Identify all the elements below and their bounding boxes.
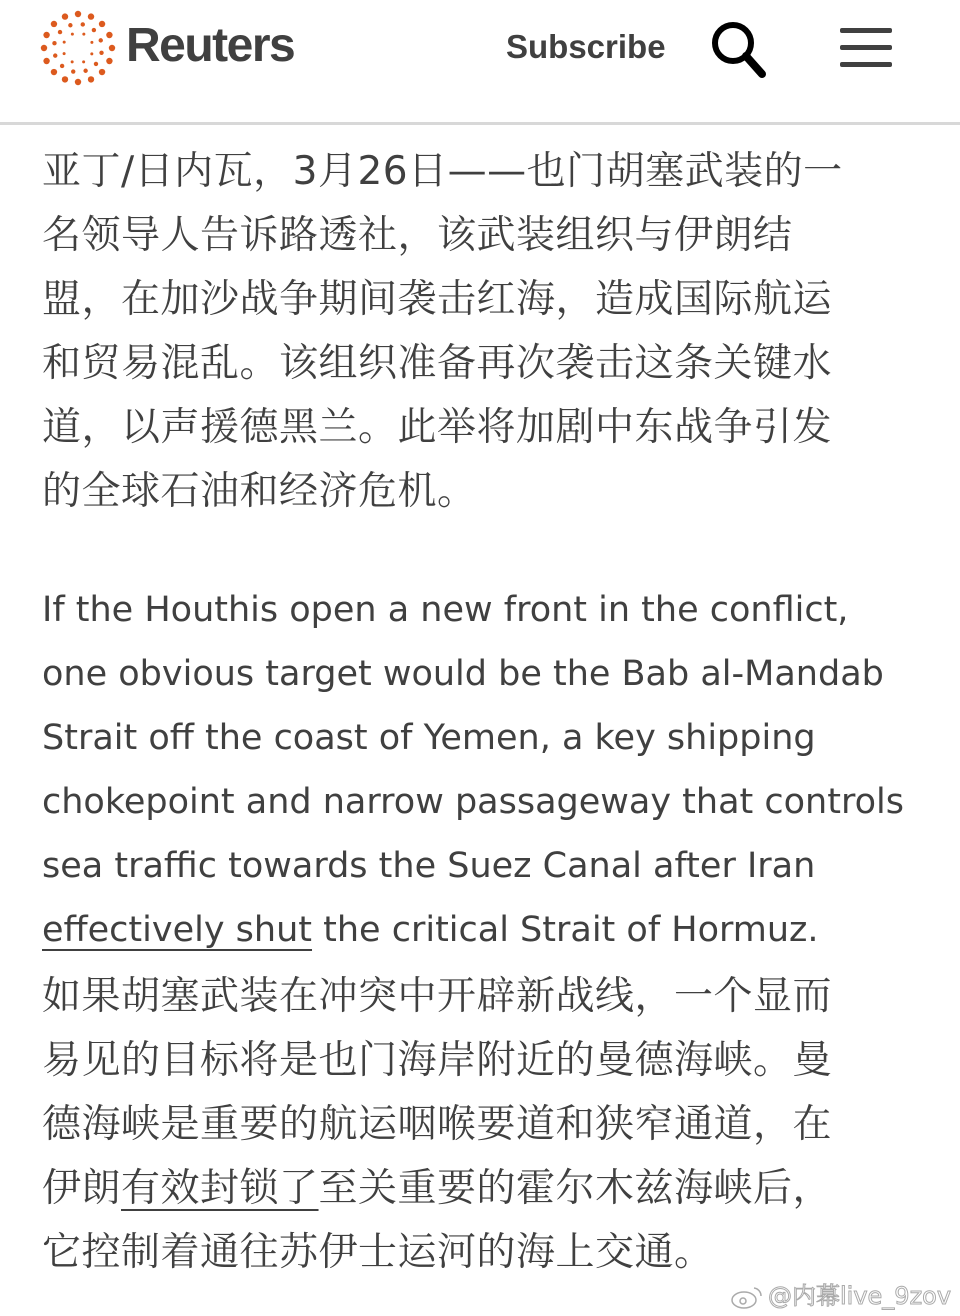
weibo-watermark <box>730 1276 951 1311</box>
reuters-logo-icon[interactable] <box>40 10 116 86</box>
logo-dot <box>90 52 93 55</box>
logo-dot <box>82 33 85 36</box>
logo-dot <box>99 21 105 27</box>
text-line: 的全球石油和经济危机。 <box>42 469 477 514</box>
logo-dot <box>71 69 75 73</box>
logo-dot <box>51 69 57 75</box>
text-line: chokepoint and narrow passageway that controls <box>42 782 904 822</box>
text-line: 德海峡是重要的航运咽喉要道和狭窄通道，在 <box>42 1102 833 1147</box>
text-line <box>42 1157 832 1221</box>
logo-dot <box>58 30 62 34</box>
text-line: 易见的目标将是也门海岸附近的曼德海峡。曼 <box>42 1038 833 1083</box>
logo-dot <box>99 38 103 42</box>
text-line <box>42 898 904 962</box>
watermark-text: @内幕live_9zov <box>768 1282 952 1310</box>
logo-dot <box>71 33 74 36</box>
text-segment: the critical Strait of Hormuz. <box>312 910 819 950</box>
weibo-icon <box>730 1284 764 1310</box>
text-line: 如果胡塞武装在冲突中开辟新战线，一个显而 <box>42 974 833 1019</box>
text-line: 道，以声援德黑兰。此举将加剧中东战争引发 <box>42 405 833 450</box>
brand-name[interactable]: Reuters <box>126 19 295 72</box>
text-line: 和贸易混乱。该组织准备再次袭击这条关键水 <box>42 341 833 386</box>
logo-dot <box>88 13 94 19</box>
logo-dot <box>62 13 68 19</box>
text-line: sea traffic towards the Suez Canal after Iran <box>42 846 816 886</box>
text-line: 盟，在加沙战争期间袭击红海，造成国际航运 <box>42 277 833 322</box>
paragraph-english <box>42 578 904 962</box>
logo-dot <box>62 76 68 82</box>
effectively-shut-link[interactable]: effectively shut <box>42 910 313 950</box>
logo-dot <box>41 45 47 51</box>
paragraph-chinese-translation <box>42 965 832 1285</box>
text-line: If the Houthis open a new front in the conflict, <box>42 590 849 630</box>
logo-dot <box>75 79 81 85</box>
logo-dot <box>106 32 112 38</box>
logo-dot <box>51 21 57 27</box>
logo-dot <box>109 45 115 51</box>
subscribe-button[interactable]: Subscribe <box>506 28 666 65</box>
logo-dot <box>53 53 57 57</box>
logo-dot <box>94 62 98 66</box>
search-icon[interactable] <box>708 18 770 80</box>
logo-dot <box>82 60 85 63</box>
logo-dot <box>43 58 49 64</box>
paragraph-chinese-lead <box>42 140 843 524</box>
effectively-shut-link-zh[interactable]: 有效封锁了 <box>121 1166 319 1211</box>
logo-dot <box>83 69 87 73</box>
menu-icon[interactable] <box>840 28 894 68</box>
site-header <box>0 0 960 125</box>
logo-dot <box>88 76 94 82</box>
logo-dot <box>106 58 112 64</box>
text-segment: 至关重要的霍尔木兹海峡后， <box>318 1166 833 1211</box>
logo-dot <box>99 51 103 55</box>
text-line: 它控制着通往苏伊士运河的海上交通。 <box>42 1230 714 1275</box>
text-segment: 伊朗 <box>42 1166 122 1211</box>
text-line: one obvious target would be the Bab al-Mandab <box>42 654 884 694</box>
logo-dot <box>52 41 56 45</box>
logo-dot <box>68 23 72 27</box>
text-line: 亚丁/日内瓦，3月26日——也门胡塞武装的一 <box>42 149 843 194</box>
logo-dot <box>43 32 49 38</box>
logo-dot <box>99 69 105 75</box>
logo-dot <box>63 52 66 55</box>
text-line: Strait off the coast of Yemen, a key shipping <box>42 718 816 758</box>
logo-dot <box>75 11 81 17</box>
logo-dot <box>60 64 64 68</box>
logo-dot <box>71 60 74 63</box>
logo-dot <box>92 28 96 32</box>
logo-dot <box>63 41 66 44</box>
text-line: 名领导人告诉路透社，该武装组织与伊朗结 <box>42 213 793 258</box>
logo-dot <box>90 41 93 44</box>
logo-dot <box>81 22 85 26</box>
